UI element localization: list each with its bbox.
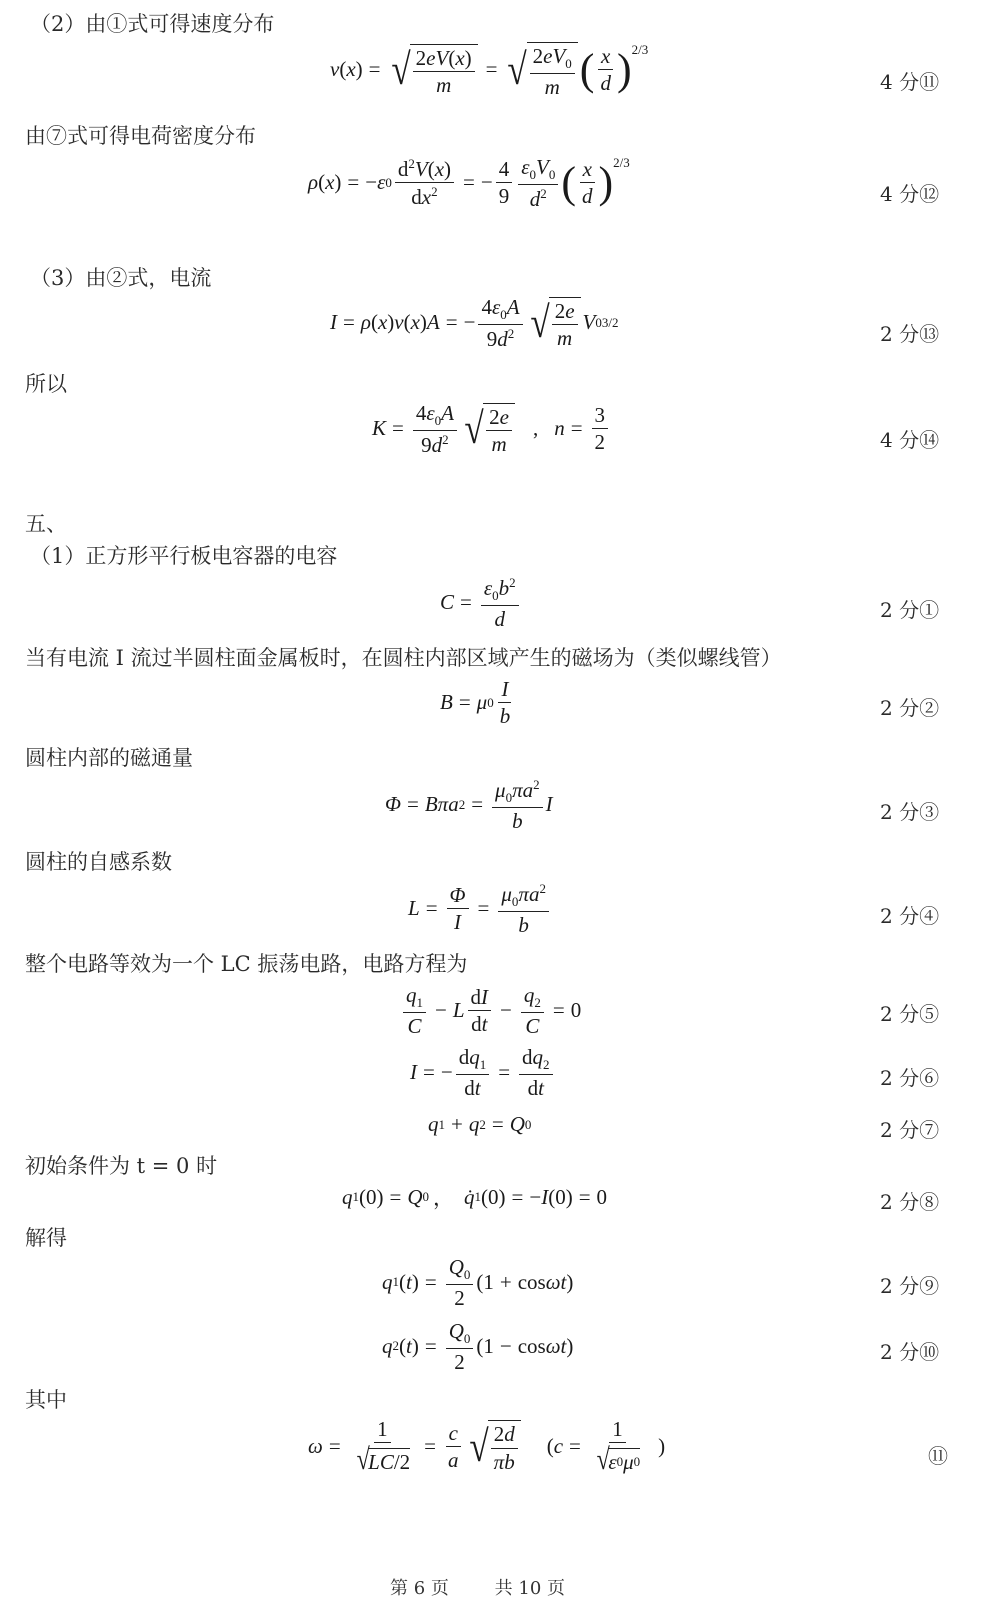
equation-magnetic-field: B = μ 0 $\frac{I}{b}$	[440, 677, 511, 729]
current-description: 当有电流 I 流过半圆柱面金属板时，在圆柱内部区域产生的磁场为（类似螺线管）	[25, 646, 782, 670]
score-charge-sum: 2 分⑦	[880, 1118, 940, 1142]
equation-charge-density: ρ ( x ) = − ε 0 $\frac{d^2V(x)}{dx^2}$ = − $\frac{4}{9}$ $\frac{\varepsilon_0V_0}{d^2}$ ( $\frac{x}{d}$ ) 2/3	[308, 154, 630, 211]
score-velocity: 4 分⑪	[880, 70, 940, 94]
so-text: 所以	[25, 372, 67, 396]
score-K: 4 分⑭	[880, 428, 940, 452]
initial-condition-intro: 初始条件为 t = 0 时	[25, 1154, 218, 1178]
equation-current: I = ρ ( x ) v ( x ) A = − $\frac{4\varepsilon_0A}{9d^2}$ √ $\frac{2e}{m}$ V 0 3/2	[330, 295, 619, 351]
total-pages: 共 10 页	[494, 1578, 565, 1599]
part2-heading: （2）由①式可得速度分布	[30, 12, 275, 36]
score-initial-conditions: 2 分⑧	[880, 1190, 940, 1214]
score-circuit: 2 分⑤	[880, 1002, 940, 1026]
section5-heading: 五、	[25, 512, 67, 536]
score-q2: 2 分⑩	[880, 1340, 940, 1364]
equation-q1: q 1 ( t ) = $\frac{Q_0}{2}$ (1 + cos ωt )	[382, 1255, 574, 1310]
equation-number-omega: ⑪	[928, 1444, 948, 1468]
score-capacitance: 2 分①	[880, 598, 940, 622]
where-text: 其中	[25, 1388, 67, 1412]
score-flux: 2 分③	[880, 800, 940, 824]
equation-circuit: $\frac{q_1}{C}$ − L $\frac{dI}{dt}$ − $\frac{q_2}{C}$ = 0	[400, 984, 581, 1037]
circuit-intro: 整个电路等效为一个 LC 振荡电路，电路方程为	[25, 952, 468, 976]
score-charge-density: 4 分⑫	[880, 182, 940, 206]
part3-heading: （3）由②式，电流	[30, 266, 212, 290]
section5-part1: （1）正方形平行板电容器的电容	[30, 544, 338, 568]
equation-current-relation: I = − $\frac{dq_1}{dt}$ = $\frac{dq_2}{dt}$	[410, 1046, 556, 1099]
flux-intro: 圆柱内部的磁通量	[25, 746, 193, 770]
equation-q2: q 2 ( t ) = $\frac{Q_0}{2}$ (1 − cos ωt )	[382, 1319, 574, 1374]
page-number: 第 6 页	[390, 1578, 449, 1599]
rho-intro: 由⑦式可得电荷密度分布	[25, 124, 256, 148]
equation-capacitance: C = $\frac{\varepsilon_0b^2}{d}$	[440, 576, 522, 630]
equation-omega: ω = 1 √ LC /2 = $\frac{c}{a}$ √ $\frac{2d}{\pi b}$ ( c = 1 √ ε 0 μ 0 )	[308, 1417, 666, 1477]
score-current: 2 分⑬	[880, 322, 940, 346]
equation-initial-conditions: q 1 (0) = Q 0 ， q̇ 1 (0) = − I (0) = 0	[342, 1184, 608, 1210]
score-magnetic-field: 2 分②	[880, 696, 940, 720]
inductance-intro: 圆柱的自感系数	[25, 850, 172, 874]
page-footer	[390, 1574, 605, 1600]
score-q1: 2 分⑨	[880, 1274, 940, 1298]
equation-K-n: K = $\frac{4\varepsilon_0A}{9d^2}$ √ $\frac{2e}{m}$ , n = $\frac{3}{2}$	[372, 402, 611, 456]
equation-inductance: L = $\frac{\Phi}{I}$ = $\frac{\mu_0\pi a^2}{b}$	[408, 882, 552, 936]
equation-charge-sum: q 1 + q 2 = Q 0	[428, 1112, 532, 1136]
score-inductance: 2 分④	[880, 904, 940, 928]
solution-intro: 解得	[25, 1226, 67, 1250]
equation-flux: Φ = Bπa 2 = $\frac{\mu_0\pi a^2}{b}$ I	[385, 777, 553, 833]
equation-velocity: v ( x ) = √ $\frac{2eV(x)}{m}$ = √ $\frac{2eV_0}{m}$ ( $\frac{x}{d}$ ) 2/3	[330, 41, 649, 99]
score-current-relation: 2 分⑥	[880, 1066, 940, 1090]
